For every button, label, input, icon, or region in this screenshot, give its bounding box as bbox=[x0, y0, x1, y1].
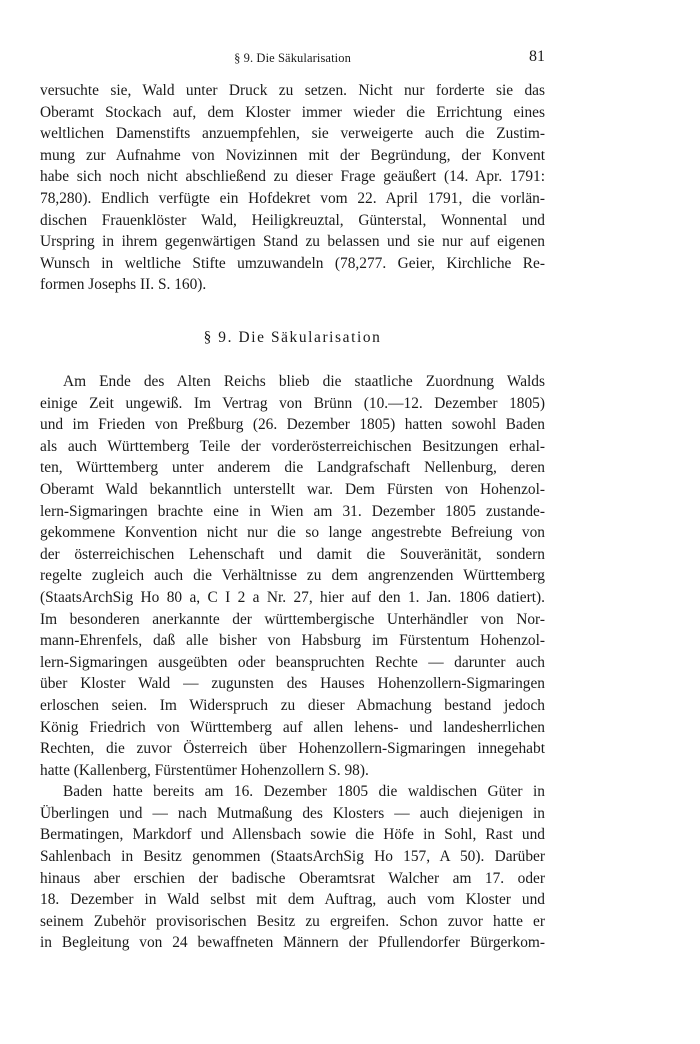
body-text bbox=[40, 371, 545, 954]
text-line: mann-Ehrenfels, daß alle bisher von Habsburg im Fürstentum Hohenzol- bbox=[40, 632, 545, 650]
text-line: 78,280). Endlich verfügte ein Hofdekret vom 22. April 1791, die vorlän- bbox=[40, 189, 545, 207]
text-line: dischen Frauenklöster Wald, Heiligkreuztal, Günterstal, Wonnental und bbox=[40, 211, 545, 229]
text-line: Rechten, die zuvor Österreich über Hohenzollern-Sigmaringen innegehabt bbox=[40, 740, 545, 758]
text-line: Überlingen und — nach Mutmaßung des Klosters — auch diejenigen in bbox=[40, 804, 545, 822]
paragraph-continued bbox=[40, 80, 545, 296]
text-line: Oberamt Wald bekanntlich unterstellt war. Dem Fürsten von Hohenzol- bbox=[40, 480, 545, 498]
text-line: als auch Württemberg Teile der vorderösterreichischen Besitzungen erhal- bbox=[40, 437, 545, 455]
page-number: 81 bbox=[529, 48, 545, 65]
text-line: der österreichischen Lehenschaft und damit die Souveränität, sondern bbox=[40, 545, 545, 563]
text-line: mung zur Aufnahme von Novizinnen mit der Begründung, der Konvent bbox=[40, 146, 545, 164]
text-line: Wunsch in weltliche Stifte umzuwandeln (78,277. Geier, Kirchliche Re- bbox=[40, 254, 545, 272]
text-line: hinaus aber erschien der badische Oberamtsrat Walcher am 17. oder bbox=[40, 869, 545, 887]
section-heading: § 9. Die Säkularisation bbox=[203, 329, 382, 346]
text-line: Bermatingen, Markdorf und Allensbach sowie die Höfe in Sohl, Rast und bbox=[40, 826, 545, 844]
text-line: hatte (Kallenberg, Fürstentümer Hohenzollern S. 98). bbox=[40, 761, 369, 779]
text-line: lern-Sigmaringen ausgeübten oder beanspruchten Rechte — darunter auch bbox=[40, 653, 545, 671]
text-line: ten, Württemberg unter anderem die Landgrafschaft Nellenburg, deren bbox=[40, 459, 545, 477]
text-line: regelte zugleich auch die Verhältnisse zu dem angrenzenden Württemberg bbox=[40, 567, 545, 585]
text-line: gekommene Konvention nicht nur die so lange angestrebte Befreiung von bbox=[40, 524, 545, 542]
text-line: Im besonderen anerkannte der württembergische Unterhändler von Nor- bbox=[40, 610, 545, 628]
text-line: Oberamt Stockach auf, dem Kloster immer wieder die Errichtung eines bbox=[40, 103, 545, 121]
text-line: lern-Sigmaringen brachte eine in Wien am 31. Dezember 1805 zustande- bbox=[40, 502, 545, 520]
text-line: seinem Zubehör provisorischen Besitz zu ergreifen. Schon zuvor hatte er bbox=[40, 912, 545, 930]
running-title: § 9. Die Säkularisation bbox=[234, 51, 351, 65]
text-line: (StaatsArchSig Ho 80 a, C I 2 a Nr. 27, hier auf den 1. Jan. 1806 datiert). bbox=[40, 588, 545, 606]
text-line: formen Josephs II. S. 160). bbox=[40, 276, 207, 294]
text-line: habe sich noch nicht abschließend zu dieser Frage geäußert (14. Apr. 1791: bbox=[40, 168, 545, 186]
text-line: über Kloster Wald — zugunsten des Hauses Hohenzollern-Sigmaringen bbox=[40, 675, 545, 693]
text-line: 18. Dezember in Wald selbst mit dem Auftrag, auch vom Kloster und bbox=[40, 891, 545, 909]
text-line: erloschen seien. Im Widerspruch zu dieser Abmachung bestand jedoch bbox=[40, 696, 545, 714]
page-header bbox=[40, 48, 545, 68]
text-line: in Begleitung von 24 bewaffneten Männern der Pfullendorfer Bürgerkom- bbox=[40, 934, 545, 952]
text-line: versuchte sie, Wald unter Druck zu setzen. Nicht nur forderte sie das bbox=[40, 82, 545, 99]
text-line: Urspring in ihrem gegenwärtigen Stand zu belassen und sie nur auf eigenen bbox=[40, 233, 545, 251]
text-line: Am Ende des Alten Reichs blieb die staatliche Zuordnung Walds bbox=[63, 373, 545, 390]
text-line: und im Frieden von Preßburg (26. Dezember 1805) hatten sowohl Baden bbox=[40, 416, 545, 434]
text-line: weltlichen Damenstifts anzuempfehlen, sie verweigerte auch die Zustim- bbox=[40, 125, 545, 143]
text-line: König Friedrich von Württemberg auf allen lehens- und landesherrlichen bbox=[40, 718, 545, 736]
text-line: einige Zeit ungewiß. Im Vertrag von Brünn (10.—12. Dezember 1805) bbox=[40, 394, 545, 412]
text-line: Sahlenbach in Besitz genommen (StaatsArchSig Ho 157, A 50). Darüber bbox=[40, 848, 545, 866]
text-line: Baden hatte bereits am 16. Dezember 1805 die waldischen Güter in bbox=[63, 783, 545, 801]
